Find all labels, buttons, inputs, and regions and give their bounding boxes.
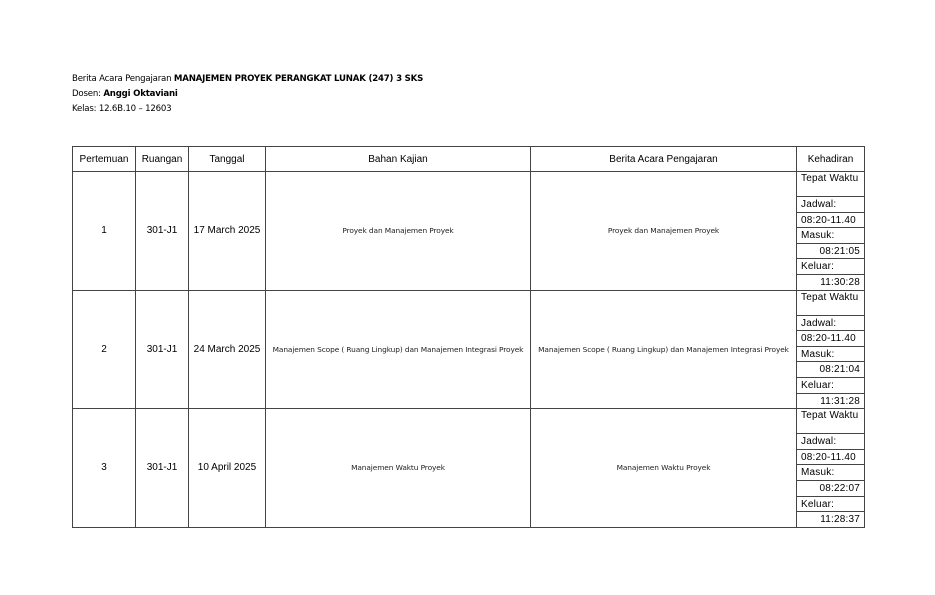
course-title-line [72, 72, 423, 87]
check-out-time: 11:28:37 [797, 511, 864, 527]
table-row [73, 172, 865, 291]
check-in-label: Masuk: [797, 227, 864, 243]
room-cell: 301-J1 [136, 409, 189, 528]
meeting-number: 3 [73, 409, 136, 528]
check-out-time: 11:31:28 [797, 393, 864, 409]
check-in-time: 08:21:05 [797, 243, 864, 259]
table-row [73, 409, 865, 528]
report-cell: Manajemen Waktu Proyek [531, 409, 797, 528]
attendance-cell [797, 409, 865, 528]
room-cell: 301-J1 [136, 290, 189, 409]
attendance-cell [797, 290, 865, 409]
attendance-cell [797, 172, 865, 291]
attendance-status: Tepat Waktu [801, 410, 859, 422]
check-out-label: Keluar: [797, 377, 864, 393]
meeting-number: 1 [73, 172, 136, 291]
meeting-number: 2 [73, 290, 136, 409]
check-in-label: Masuk: [797, 464, 864, 480]
column-header-attendance: Kehadiran [797, 147, 865, 172]
room-cell: 301-J1 [136, 172, 189, 291]
course-name: MANAJEMEN PROYEK PERANGKAT LUNAK (247) 3 SKS [173, 74, 424, 84]
check-in-time: 08:22:07 [797, 480, 864, 496]
schedule-label: Jadwal: [797, 433, 864, 449]
table-row [73, 290, 865, 409]
schedule-label: Jadwal: [797, 196, 864, 212]
teaching-report-table [72, 146, 865, 528]
title-prefix: Berita Acara Pengajaran [72, 74, 174, 84]
schedule-label: Jadwal: [797, 315, 864, 331]
schedule-value: 08:20-11.40 [797, 212, 864, 228]
date-cell: 10 April 2025 [189, 409, 266, 528]
column-header-material: Bahan Kajian [266, 147, 531, 172]
column-header-report: Berita Acara Pengajaran [531, 147, 797, 172]
material-cell: Manajemen Waktu Proyek [266, 409, 531, 528]
lecturer-name: Anggi Oktaviani [103, 89, 178, 99]
report-cell: Proyek dan Manajemen Proyek [531, 172, 797, 291]
check-out-label: Keluar: [797, 258, 864, 274]
material-cell: Proyek dan Manajemen Proyek [266, 172, 531, 291]
column-header-meeting: Pertemuan [73, 147, 136, 172]
document-header [72, 72, 423, 117]
attendance-status: Tepat Waktu [801, 291, 859, 303]
material-cell: Manajemen Scope ( Ruang Lingkup) dan Manajemen Integrasi Proyek [266, 290, 531, 409]
check-in-label: Masuk: [797, 346, 864, 362]
date-cell: 24 March 2025 [189, 290, 266, 409]
attendance-status: Tepat Waktu [801, 173, 859, 184]
date-cell: 17 March 2025 [189, 172, 266, 291]
check-in-time: 08:21:04 [797, 361, 864, 377]
schedule-value: 08:20-11.40 [797, 330, 864, 346]
check-out-time: 11:30:28 [797, 274, 864, 290]
class-line: Kelas: 12.6B.10 – 12603 [72, 104, 172, 114]
lecturer-label: Dosen: [72, 89, 104, 99]
lecturer-line [72, 87, 423, 102]
column-header-room: Ruangan [136, 147, 189, 172]
schedule-value: 08:20-11.40 [797, 449, 864, 465]
table-header-row [73, 147, 865, 172]
check-out-label: Keluar: [797, 496, 864, 512]
column-header-date: Tanggal [189, 147, 266, 172]
report-cell: Manajemen Scope ( Ruang Lingkup) dan Manajemen Integrasi Proyek [531, 290, 797, 409]
